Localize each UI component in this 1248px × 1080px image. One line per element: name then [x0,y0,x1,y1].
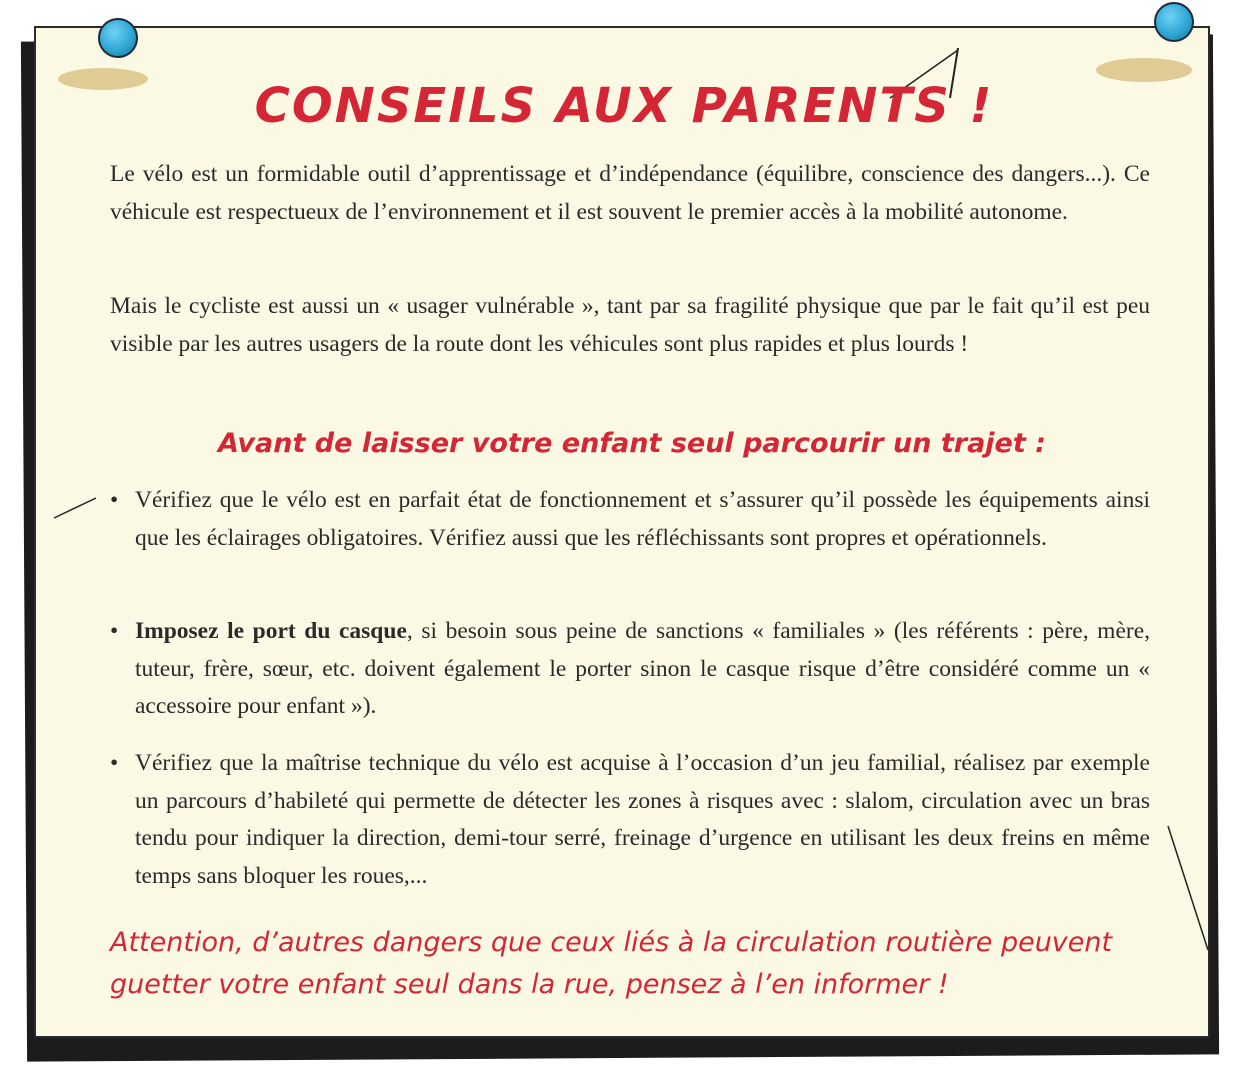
warning-note: Attention, d’autres dangers que ceux liés à la circulation routière peuvent guetter votre enfant seul dans la rue, pensez à l’en informer ! [110,927,1113,1000]
list-item [110,482,1150,557]
bullet-icon: • [110,618,119,644]
section-subheading: Avant de laisser votre enfant seul parcourir un trajet : [218,428,1046,459]
list-item [110,613,1150,726]
list-item [110,745,1150,895]
bullet-icon: • [110,487,119,513]
list-item-rest: , si besoin sous peine de sanctions « familiales » (les référents : père, mère, tuteur, frère, sœur, etc. doivent également le porter sinon le casque risque d’être considéré comme un « accessoire pour enfant »). [135,618,1151,719]
page-title: CONSEILS AUX PARENTS ! [254,78,994,134]
bullet-icon: • [110,750,119,776]
list-item-text: Vérifiez que la maîtrise technique du vélo est acquise à l’occasion d’un jeu familial, réalisez par exemple un parcours d’habileté qui permette de détecter les zones à risques avec : slalom, circulation avec un bras tendu pour indiquer la direction, demi-tour serré, freinage d’urgence en utilisant les deux freins en même temps sans bloquer les roues,... [135,750,1150,889]
list-item-bold: Imposez le port du casque [135,618,407,644]
intro-paragraph-2: Mais le cycliste est aussi un « usager vulnérable », tant par sa fragilité physique que par le fait qu’il est peu visible par les autres usagers de la route dont les véhicules sont plus rapides et plus lourds ! [110,293,1150,357]
list-item-text [135,613,1150,726]
intro-paragraph-1: Le vélo est un formidable outil d’apprentissage et d’indépendance (équilibre, conscience des dangers...). Ce véhicule est respectueux de l’environnement et il est souvent le premier accès à la mobilité autonome. [110,161,1150,225]
list-item-text: Vérifiez que le vélo est en parfait état de fonctionnement et s’assurer qu’il possède les équipements ainsi que les éclairages obligatoires. Vérifiez aussi que les réfléchissants sont propres et opérationnels. [135,487,1150,551]
